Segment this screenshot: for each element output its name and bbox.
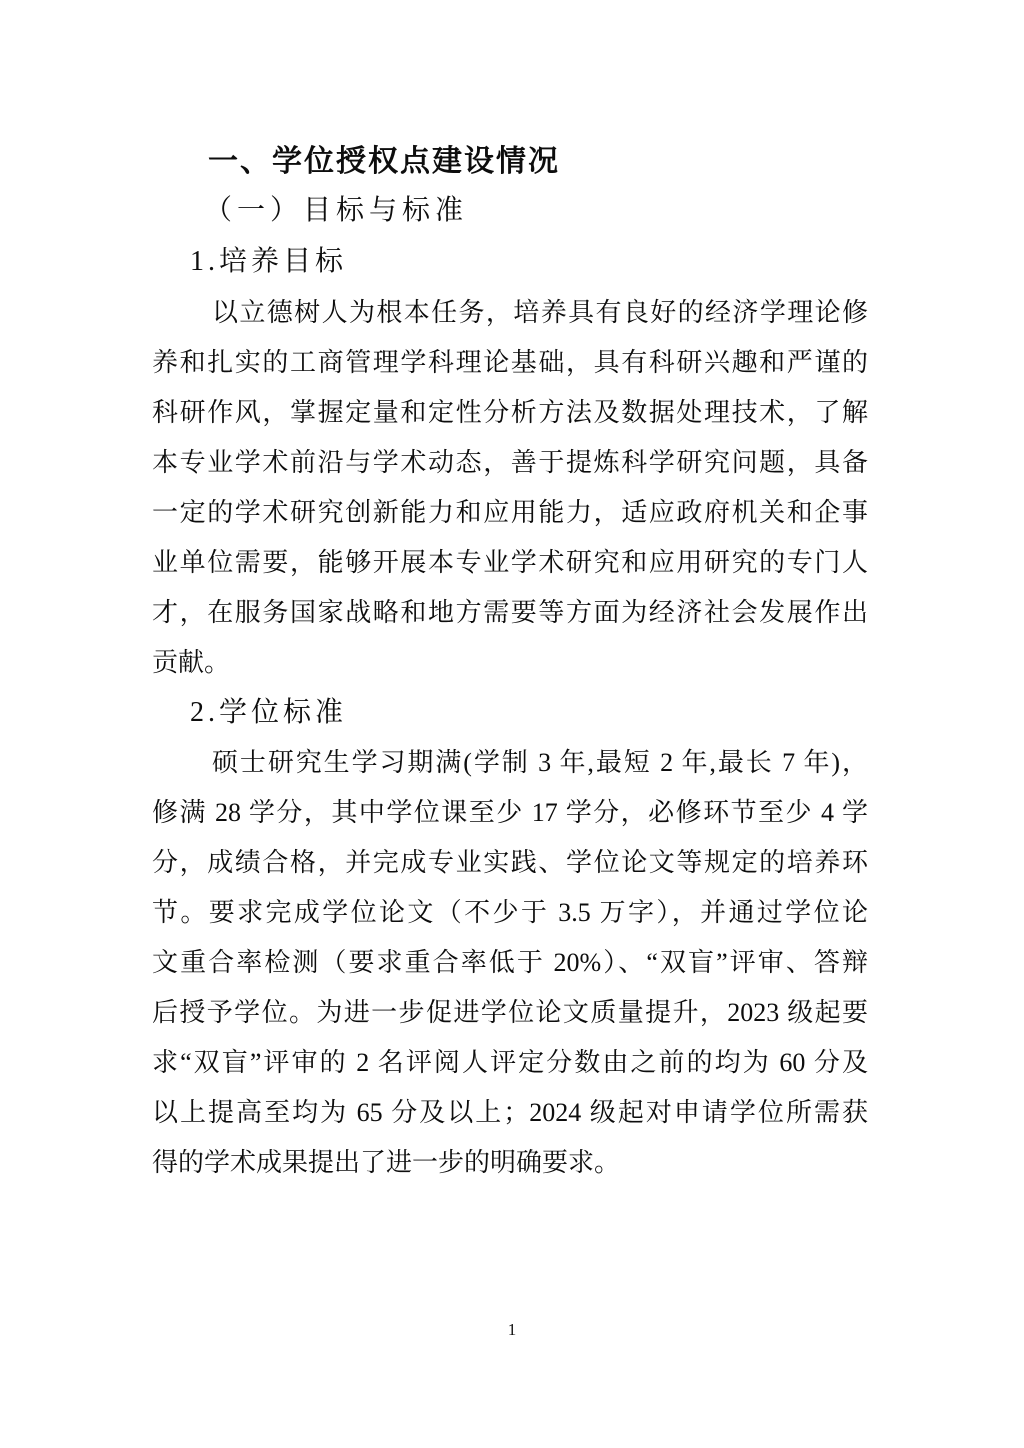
text-line: 修满 28 学分，其中学位课至少 17 学分，必修环节至少 4 学 xyxy=(152,798,868,827)
text-line: 求“双盲”评审的 2 名评阅人评定分数由之前的均为 60 分及 xyxy=(152,1048,868,1077)
text-line: 才，在服务国家战略和地方需要等方面为经济社会发展作出 xyxy=(152,598,868,627)
text-line: 分，成绩合格，并完成专业实践、学位论文等规定的培养环 xyxy=(152,848,868,877)
text-line: 得的学术成果提出了进一步的明确要求。 xyxy=(152,1148,621,1177)
text-line: 以立德树人为根本任务，培养具有良好的经济学理论修 xyxy=(212,298,868,327)
paragraph-training-goal xyxy=(152,288,868,688)
item-heading-degree-standard: 2.学位标准 xyxy=(190,697,348,728)
item-heading-training-goal: 1.培养目标 xyxy=(190,246,348,277)
text-line: 文重合率检测（要求重合率低于 20%）、“双盲”评审、答辩 xyxy=(152,948,868,977)
page-number: 1 xyxy=(507,1320,517,1339)
section-heading: 一、学位授权点建设情况 xyxy=(208,145,560,178)
paragraph-degree-standard xyxy=(152,738,868,1188)
text-line: 一定的学术研究创新能力和应用能力，适应政府机关和企事 xyxy=(152,498,868,527)
text-line: 本专业学术前沿与学术动态，善于提炼科学研究问题，具备 xyxy=(152,448,868,477)
text-line: 业单位需要，能够开展本专业学术研究和应用研究的专门人 xyxy=(152,548,868,577)
text-line: 硕士研究生学习期满(学制 3 年,最短 2 年,最长 7 年)， xyxy=(212,748,868,777)
text-line: 科研作风，掌握定量和定性分析方法及数据处理技术，了解 xyxy=(152,398,868,427)
text-line: 以上提高至均为 65 分及以上；2024 级起对申请学位所需获 xyxy=(152,1098,868,1127)
text-line: 后授予学位。为进一步促进学位论文质量提升，2023 级起要 xyxy=(152,998,868,1027)
document-body xyxy=(152,0,868,1188)
text-line: 贡献。 xyxy=(152,648,231,677)
text-line: 养和扎实的工商管理学科理论基础，具有科研兴趣和严谨的 xyxy=(152,348,868,377)
subsection-heading: （一）目标与标准 xyxy=(204,195,469,226)
text-line: 节。要求完成学位论文（不少于 3.5 万字），并通过学位论 xyxy=(152,898,868,927)
